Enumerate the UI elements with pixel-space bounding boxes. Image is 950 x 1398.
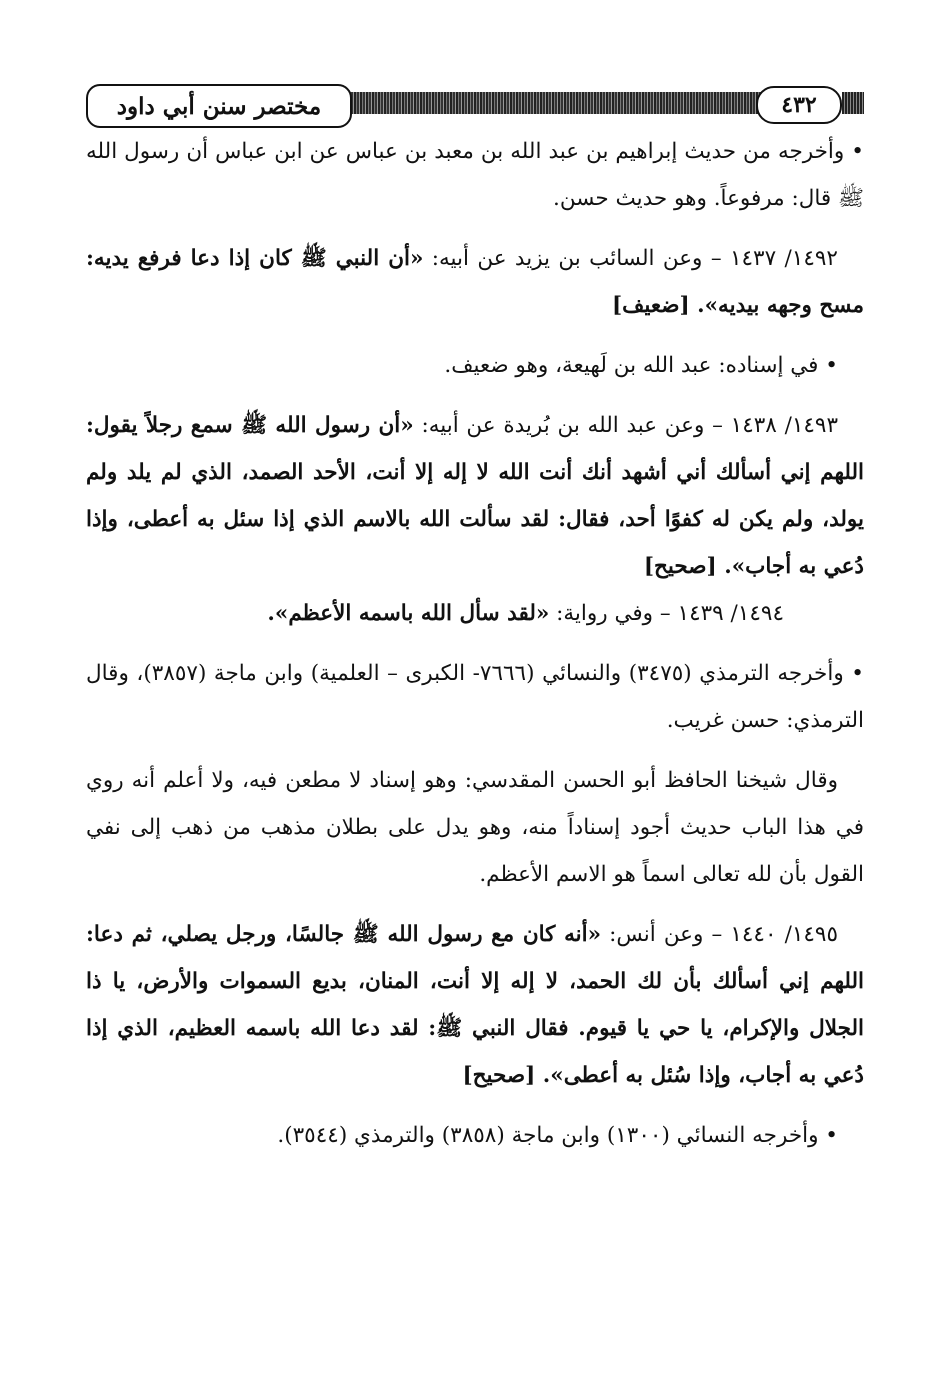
hadith-matn: «أن رسول الله ﷺ سمع رجلاً يقول: اللهم إني أسألك أني أشهد أنك أنت الله لا إله إلا أنت، الأحد الصمد، الذي لم يلد ولم يولد، ولم يكن له كفوًا أحد، فقال: لقد سألت الله بالاسم الذي إذا سئل به أعطى، وإذا دُعي به أجاب». [صحيح] — [86, 413, 864, 579]
hadith-number: ١٤٩٢/ ١٤٣٧ – — [710, 246, 838, 271]
hadith-isnad: وفي رواية: — [556, 601, 654, 626]
hadith-1494 — [86, 590, 864, 637]
header-decorative-band — [336, 92, 774, 114]
header-band-end — [842, 92, 864, 114]
takhrij-note: • وأخرجه النسائي (١٣٠٠) وابن ماجة (٣٨٥٨) والترمذي (٣٥٤٤). — [86, 1112, 864, 1159]
page-number: ٤٣٢ — [756, 86, 842, 124]
book-title: مختصر سنن أبي داود — [86, 84, 352, 128]
takhrij-note: • وأخرجه من حديث إبراهيم بن عبد الله بن معبد بن عباس عن ابن عباس أن رسول الله ﷺ قال: مرفوعاً. وهو حديث حسن. — [86, 128, 864, 222]
hadith-number: ١٤٩٥/ ١٤٤٠ – — [711, 922, 839, 947]
hadith-number: ١٤٩٤/ ١٤٣٩ – — [659, 601, 784, 626]
page-header — [86, 82, 864, 128]
hadith-isnad: وعن أنس: — [609, 922, 704, 947]
page-body — [86, 128, 864, 1172]
isnad-note: • في إسناده: عبد الله بن لَهيعة، وهو ضعيف. — [86, 342, 864, 389]
hadith-matn: «لقد سأل الله باسمه الأعظم». — [267, 601, 550, 626]
hadith-isnad: وعن عبد الله بن بُريدة عن أبيه: — [421, 413, 705, 438]
hadith-matn: «أنه كان مع رسول الله ﷺ جالسًا، ورجل يصلي، ثم دعا: اللهم إني أسألك بأن لك الحمد، لا إله إلا أنت، المنان، بديع السموات والأرض، يا ذا الجلال والإكرام، يا حي يا قيوم. فقال النبي ﷺ: لقد دعا الله باسمه العظيم، الذي إذا دُعي به أجاب، وإذا سُئل به أعطى». [صحيح] — [86, 922, 864, 1088]
hadith-1492 — [86, 235, 864, 329]
commentary: وقال شيخنا الحافظ أبو الحسن المقدسي: وهو إسناد لا مطعن فيه، ولا أعلم أنه روي في هذا الباب حديث أجود إسناداً منه، وهو يدل على بطلان مذهب من ذهب إلى نفي القول بأن لله تعالى اسماً هو الاسم الأعظم. — [86, 768, 864, 887]
takhrij-note: • وأخرجه الترمذي (٣٤٧٥) والنسائي (٧٦٦٦- الكبرى – العلمية) وابن ماجة (٣٨٥٧)، وقال الترمذي: حسن غريب. — [86, 650, 864, 744]
hadith-matn: «أن النبي ﷺ كان إذا دعا فرفع يديه: مسح وجهه بيديه». [ضعيف] — [86, 246, 864, 318]
hadith-1493 — [86, 402, 864, 590]
hadith-1495 — [86, 911, 864, 1099]
hadith-number: ١٤٩٣/ ١٤٣٨ – — [712, 413, 839, 438]
hadith-isnad: وعن السائب بن يزيد عن أبيه: — [431, 246, 703, 271]
